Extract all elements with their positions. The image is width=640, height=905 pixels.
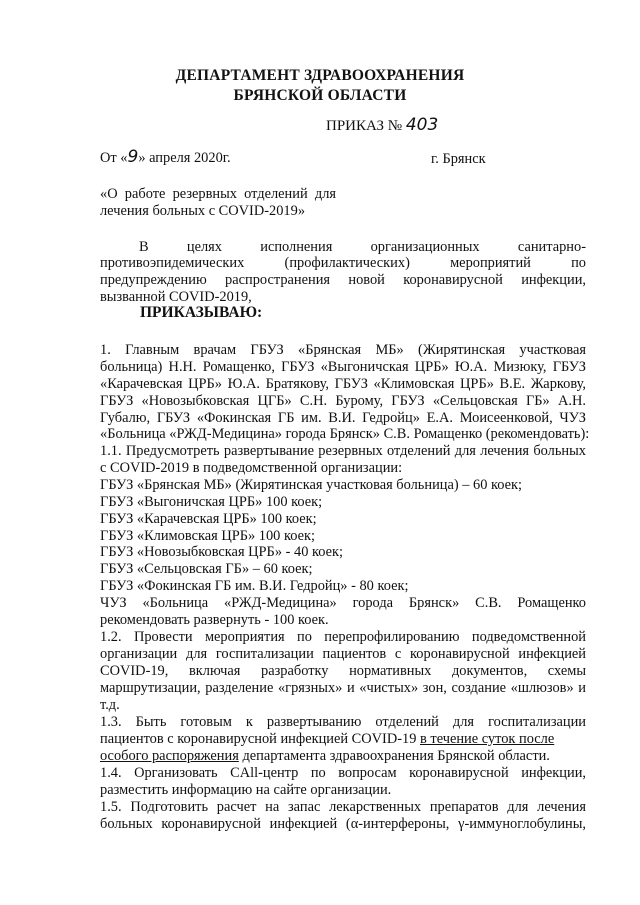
item-1-line-3: «Карачевская ЦРБ» Ю.А. Братякову, ГБУЗ «Климовская ЦРБ» В.Е. Жаркову, (100, 376, 586, 392)
bed-list-item: ГБУЗ «Брянская МБ» (Жирятинская участковая больница) – 60 коек; (100, 477, 523, 493)
item-1-4-line-2: разместить информацию на сайте организации. (100, 782, 392, 798)
chuz-line-2: рекомендовать развернуть - 100 коек. (100, 612, 329, 628)
item-1-2-line-4: маршрутизации, разделение «грязных» и «чистых» зон, создание «шлюзов» и (100, 680, 586, 696)
item-1-5-line-1: 1.5. Подготовить расчет на запас лекарственных препаратов для лечения (100, 799, 586, 815)
chuz-line-1: ЧУЗ «Больница «РЖД-Медицина» города Брянск» С.В. Ромащенко (100, 595, 586, 611)
preamble-line-4: вызванной COVID-2019, (100, 289, 252, 305)
item-1-4-line-1: 1.4. Организовать CAll-центр по вопросам коронавирусной инфекции, (100, 765, 586, 781)
item-1-3-line-3-underlined: особого распоряжения (100, 748, 239, 764)
bed-list-item: ГБУЗ «Карачевская ЦРБ» 100 коек; (100, 511, 317, 527)
item-1-line-5: Губалю, ГБУЗ «Фокинская ГБ им. В.И. Гедройц» Е.А. Моисеенковой, ЧУЗ (100, 410, 586, 426)
bed-list-item: ГБУЗ «Сельцовская ГБ» – 60 коек; (100, 561, 313, 577)
order-word: ПРИКАЗЫВАЮ: (140, 304, 263, 321)
item-1-3-line-3 (100, 747, 586, 765)
item-1-line-6: «Больница «РЖД-Медицина» города Брянск» С.В. Ромащенко (рекомендовать): (100, 426, 590, 442)
item-1-3-line-2 (100, 730, 586, 748)
date-prefix: От « (100, 150, 128, 166)
preamble-line-3: предупреждению распространения новой коронавирусной инфекции, (100, 272, 586, 288)
item-1-3-line-2-text: пациентов с коронавирусной инфекцией COVID-19 (100, 731, 421, 747)
bed-list-item: ГБУЗ «Фокинская ГБ им. В.И. Гедройц» - 80 коек; (100, 578, 409, 594)
item-1-5-line-2: больных коронавирусной инфекцией (α-интерфероны, γ-иммуноглобулины, (100, 816, 586, 832)
subject-line-2: лечения больных с COVID-2019» (100, 203, 306, 219)
bed-list-item: ГБУЗ «Выгоничская ЦРБ» 100 коек; (100, 494, 323, 510)
bed-list-item: ГБУЗ «Новозыбковская ЦРБ» - 40 коек; (100, 544, 344, 560)
item-1-line-1: 1. Главным врачам ГБУЗ «Брянская МБ» (Жирятинская участковая (100, 342, 586, 358)
item-1-line-2: больница) Н.Н. Ромащенко, ГБУЗ «Выгоничская ЦРБ» Ю.А. Мизюку, ГБУЗ (100, 359, 586, 375)
item-1-3-line-1: 1.3. Быть готовым к развертыванию отделений для госпитализации (100, 714, 586, 730)
department-title-line2: БРЯНСКОЙ ОБЛАСТИ (233, 87, 407, 104)
subject-line-1: «О работе резервных отделений для (100, 186, 336, 202)
order-heading (326, 116, 526, 135)
item-1-2-line-1: 1.2. Провести мероприятия по перепрофилированию подведомственной (100, 629, 586, 645)
order-date (100, 148, 300, 167)
item-1-3-line-2-underlined: в течение суток после (420, 731, 555, 747)
item-1-1-line-1: 1.1. Предусмотреть развертывание резервных отделений для лечения больных (100, 443, 586, 459)
item-1-2-line-5: т.д. (100, 697, 120, 713)
preamble-line-1: В целях исполнения организационных санитарно- (139, 239, 586, 255)
item-1-2-line-2: организации для госпитализации пациентов с коронавирусной инфекцией (100, 646, 586, 662)
item-1-line-4: ГБУЗ «Новозыбковская ЦГБ» С.Н. Бурому, ГБУЗ «Сельцовская ГБ» А.Н. (100, 393, 586, 409)
item-1-2-line-3: COVID-19, включая разработку нормативных документов, схемы (100, 663, 586, 679)
order-label: ПРИКАЗ № (326, 118, 403, 134)
order-number-handwritten: 403 (405, 115, 439, 135)
preamble-line-2: противоэпидемических (профилактических) мероприятий по (100, 255, 586, 271)
bed-list-item: ГБУЗ «Климовская ЦРБ» 100 коек; (100, 528, 315, 544)
order-city: г. Брянск (431, 151, 486, 167)
date-suffix: » апреля 2020г. (138, 150, 231, 166)
date-day-handwritten: 9 (127, 147, 139, 167)
item-1-3-line-3-text: департамента здравоохранения Брянской области. (238, 748, 550, 764)
department-title-line1: ДЕПАРТАМЕНТ ЗДРАВООХРАНЕНИЯ (175, 67, 465, 84)
item-1-1-line-2: с COVID-2019 в подведомственной организации: (100, 460, 403, 476)
